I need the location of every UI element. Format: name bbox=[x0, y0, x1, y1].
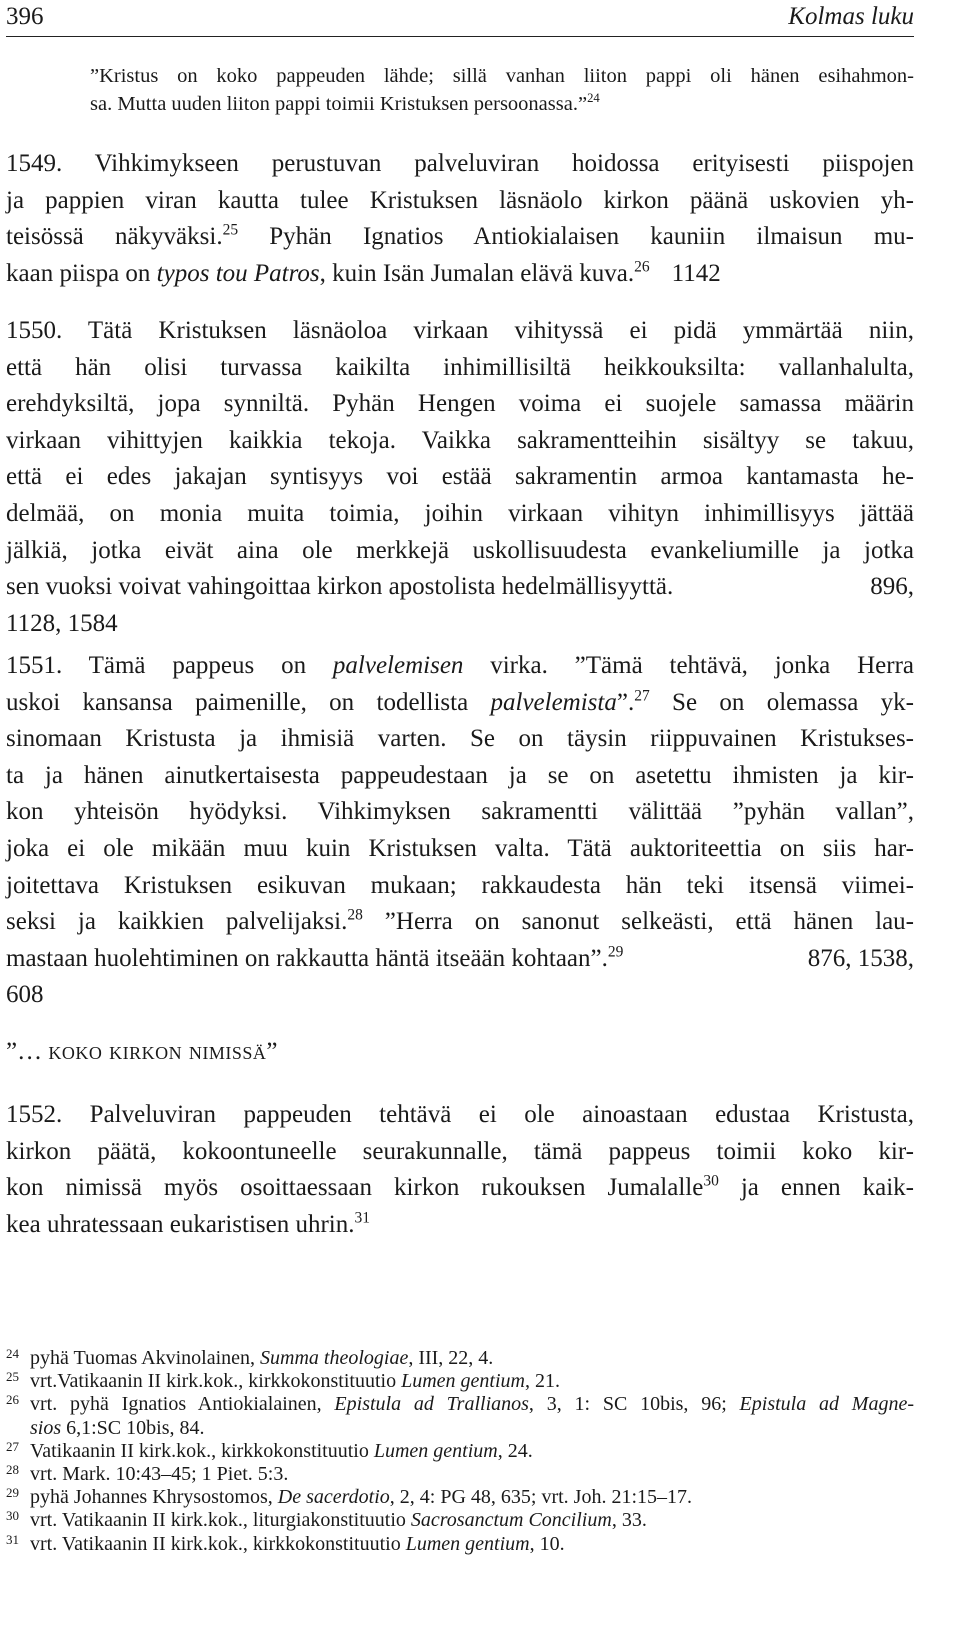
text-line: 1550. Tätä Kristuksen läsnäoloa virkaan vihityssä ei pidä ymmärtää niin, bbox=[6, 317, 914, 344]
italic-term: palvelemisen bbox=[332, 652, 464, 679]
text-line: kea uhratessaan eukaristisen uhrin.$^{31}$ bbox=[6, 1209, 370, 1238]
footnote-number: 28 bbox=[6, 1462, 19, 1478]
footnote-ref[interactable]: 31 bbox=[354, 1209, 370, 1227]
cross-reference[interactable]: 1142 bbox=[671, 259, 721, 287]
footnote-number: 27 bbox=[6, 1438, 19, 1454]
quote-line: ”Kristus on koko pappeuden lähde; sillä vanhan liiton pappi oli hänen esihahmon- bbox=[90, 65, 914, 87]
footnote-ref[interactable]: 29 bbox=[607, 943, 624, 961]
footnote-number: 26 bbox=[6, 1392, 19, 1408]
cross-reference[interactable]: 1128, 1584 bbox=[6, 609, 118, 637]
paragraph-1549 bbox=[6, 146, 914, 292]
text-line: virkaan vihittyjen kaikkia tekoja. Vaikka sakramentteihin sisältyy se takuu, bbox=[6, 426, 914, 454]
text-line: sen vuoksi voivat vahingoittaa kirkon apostolista hedelmällisyyttä. 896, bbox=[6, 569, 914, 606]
text-line: seksi ja kaikkien palvelijaksi.$^{28}$ ”Herra on sanonut selkeästi, että hänen lau- bbox=[6, 906, 915, 936]
footnote: 27 Vatikaanin II kirk.kok., kirkkokonstituutio Lumen gentium, 24. bbox=[6, 1438, 533, 1462]
text-line: että hän olisi turvassa kaikilta inhimillisiltä heikkouksilta: vallanhalulta, bbox=[6, 353, 914, 381]
footnote-ref[interactable]: 27 bbox=[634, 686, 650, 704]
footnote: 29 pyhä Johannes Khrysostomos, De sacerdotio, 2, 4: PG 48, 635; vrt. Joh. 21:15–17. bbox=[6, 1485, 693, 1509]
text-line: ta ja hänen ainutkertaisesta pappeudestaan ja se on asetettu ihmisten ja kir- bbox=[6, 761, 914, 789]
footnote-ref[interactable]: 28 bbox=[347, 906, 363, 924]
footnote: 28 vrt. Mark. 10:43–45; 1 Piet. 5:3. bbox=[6, 1462, 289, 1486]
footnote-ref[interactable]: 30 bbox=[703, 1172, 719, 1190]
footnote-ref[interactable]: 25 bbox=[222, 221, 239, 239]
footnotes bbox=[6, 1347, 914, 1556]
footnote-number: 30 bbox=[6, 1508, 19, 1524]
text-line: kirkon päätä, kokoontuneelle seurakunnalle, tämä pappeus toimii koko kir- bbox=[6, 1137, 914, 1165]
block-quote bbox=[90, 62, 914, 118]
text-line: joitettava Kristuksen esikuvan mukaan; rakkaudesta hän teki itsensä viimei- bbox=[6, 871, 914, 899]
text-line: kaan piispa on typos tou Patros, kuin Isän Jumalan elävä kuva.$^{26}$ 1142 bbox=[6, 258, 721, 287]
text-line: erehdyksiltä, jopa synniltä. Pyhän Hengen voima ei suojele samassa määrin bbox=[6, 390, 914, 418]
footnote: 30 vrt. Vatikaanin II kirk.kok., liturgiakonstituutio Sacrosanctum Concilium, 33. bbox=[6, 1508, 647, 1532]
footnote-ref[interactable]: 26 bbox=[634, 258, 650, 276]
footnote: 24 pyhä Tuomas Akvinolainen, Summa theologiae, III, 22, 4. bbox=[6, 1346, 494, 1369]
text-line: 1549. Vihkimykseen perustuvan palveluviran hoidossa erityisesti piispojen bbox=[6, 150, 914, 177]
quote-line: sa. Mutta uuden liiton pappi toimii Kristuksen persoonassa.”$^{24}$ bbox=[90, 91, 600, 115]
paragraph-1551 bbox=[6, 648, 914, 1014]
italic-term: typos tou Patros bbox=[156, 259, 320, 287]
cross-reference[interactable]: 876, 1538, bbox=[807, 944, 914, 972]
text-line: että ei edes jakajan syntisyys voi estää sakramentin armoa kantamasta he- bbox=[6, 463, 914, 491]
text-line: mastaan huolehtiminen on rakkautta häntä itseään kohtaan”.$^{29}$ 876, 1538, bbox=[6, 941, 914, 978]
paragraph-1550 bbox=[6, 313, 914, 642]
cross-reference[interactable]: 896, bbox=[870, 573, 914, 601]
footnote-number: 29 bbox=[6, 1485, 19, 1501]
text-line: kon nimissä myös osoittaessaan kirkon rukouksen Jumalalle$^{30}$ ja ennen kaik- bbox=[6, 1172, 914, 1202]
footnote: 26 vrt. pyhä Ignatios Antiokialainen, Epistula ad Trallianos, 3, 1: SC 10bis, 96; Epistula ad Magne- sios 6,1:SC 10bis, 84. bbox=[6, 1392, 914, 1439]
text-line: joka ei ole mikään muu kuin Kristuksen valta. Tätä auktoriteettia on siis har- bbox=[6, 834, 914, 862]
text-line: uskoi kansansa paimenille, on todellista palvelemista”.$^{27}$ Se on olemassa yk- bbox=[6, 686, 915, 716]
footnote-number: 25 bbox=[6, 1369, 19, 1385]
footnote-ref[interactable]: 24 bbox=[587, 91, 600, 106]
cross-reference[interactable]: 608 bbox=[6, 981, 44, 1009]
chapter-title: Kolmas luku bbox=[788, 3, 914, 30]
paragraph-1552 bbox=[6, 1097, 914, 1243]
page-number: 396 bbox=[6, 3, 44, 30]
text-line: jälkiä, jotka eivät aina ole merkkejä uskollisuudesta evankeliumille ja jotka bbox=[6, 536, 914, 564]
italic-term: palvelemista bbox=[490, 688, 617, 716]
text-line: ja pappien viran kautta tulee Kristuksen läsnäolo kirkon päänä uskovien yh- bbox=[6, 186, 914, 214]
footnote-number: 24 bbox=[6, 1346, 19, 1361]
page-header bbox=[6, 2, 914, 37]
text-line: sinomaan Kristusta ja ihmisiä varten. Se on täysin riippuvainen Kristukses- bbox=[6, 725, 914, 753]
text-line: kon yhteisön hyödyksi. Vihkimyksen sakramentti välittää ”pyhän vallan”, bbox=[6, 798, 914, 826]
text-line: teisössä näkyväksi.$^{25}$ Pyhän Ignatios Antiokialaisen kauniin ilmaisun mu- bbox=[6, 221, 914, 251]
text-line: 1551. Tämä pappeus on palvelemisen virka. ”Tämä tehtävä, jonka Herra bbox=[6, 652, 914, 679]
text-line: 1552. Palveluviran pappeuden tehtävä ei ole ainoastaan edustaa Kristusta, bbox=[6, 1101, 914, 1128]
section-subheading: ”… koko kirkon nimissä” bbox=[6, 1038, 278, 1065]
footnote: 25 vrt.Vatikaanin II kirk.kok., kirkkokonstituutio Lumen gentium, 21. bbox=[6, 1369, 560, 1393]
footnote-number: 31 bbox=[6, 1531, 19, 1547]
footnote: 31 vrt. Vatikaanin II kirk.kok., kirkkokonstituutio Lumen gentium, 10. bbox=[6, 1531, 565, 1555]
text-line: delmää, on monia muita toimia, joihin virkaan vihityn inhimillisyys jättää bbox=[6, 499, 914, 527]
